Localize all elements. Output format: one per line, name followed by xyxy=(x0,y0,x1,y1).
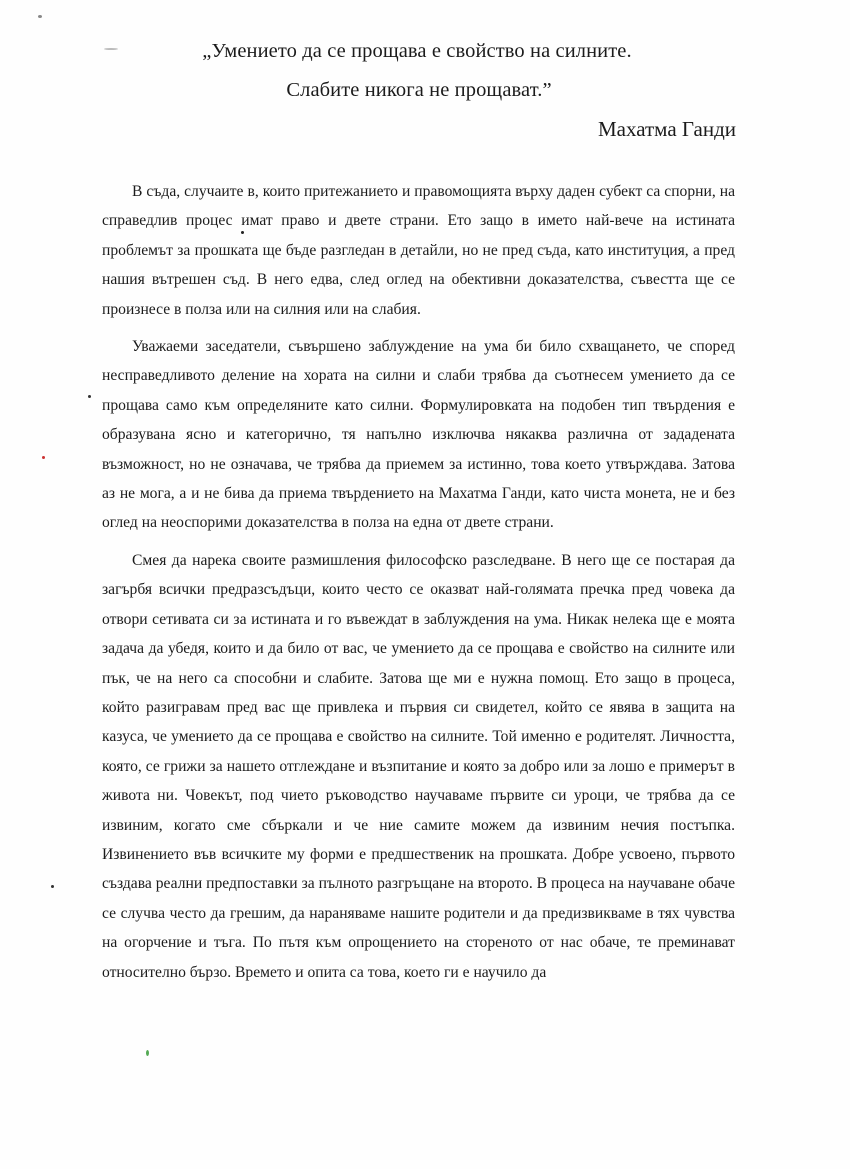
paragraph-3: Смея да нарека своите размишления философско разследване. В него ще се постарая да загърбя всички предразсъдъци, които често се оказват най-голямата пречка пред човека да отвори сетивата си за истината и го въвеждат в заблуждения на ума. Никак нелека ще е моята задача да убедя, които и да било от вас, че умението да се прощава е свойство на силните или пък, че на него са способни и слабите. Затова ще ми е нужна помощ. Ето защо в процеса, който разигравам пред вас ще привлека и първия си свидетел, който се явява в защита на казуса, че умението да се прощава е свойство на силните. Той именно е родителят. Личността, която, се грижи за нашето отглеждане и възпитание и която за добро или за лошо е примерът в живота ни. Човекът, под чието ръководство научаваме първите си уроци, че трябва да се извиним, когато сме сбъркали и че ние самите можем да извиним нечия постъпка. Извинението във всичките му форми е предшественик на прошката. Добре усвоено, първото създава реални предпоставки за пълното разгръщане на второто. В процеса на научаване обаче се случва често да грешим, да нараняваме нашите родители и да предизвикваме в тях чувства на огорчение и тъга. По пътя към опрощението на стореното от нас обаче, те преминават относително бързо. Времето и опита са това, което ги е научило да xyxy=(102,551,735,981)
paragraph-1: В съда, случаите в, които притежанието и правомощията върху даден субект са спорни, на справедлив процес имат право и двете страни. Ето защо в името най-вече на истината проблемът за прошката ще бъде разгледан в детайли, но не пред съда, като институция, а пред нашия вътрешен съд. В него едва, след оглед на обективни доказателства, съвестта ще се произнесе в полза или на силния или на слабия. xyxy=(102,183,735,318)
quote-line-1: „Умението да се прощава е свойство на силните. xyxy=(202,40,632,62)
paragraph-2: Уважаеми заседатели, съвършено заблуждение на ума би било схващането, че според несправедливото деление на хората на силни и слаби трябва да съотнесем умението да се прощава само към определяните като силни. Формулировката на подобен тип твърдения е образувана ясно и категорично, тя напълно изключва някаква различна от зададената възможност, но не означава, че трябва да приемем за истинно, това което утвърждава. Затова аз не мога, а и не бива да приема твърдението на Махатма Ганди, като чиста монета, не и без оглед на неоспорими доказателства в полза на една от двете страни. xyxy=(102,338,735,532)
quote-line-2: Слабите никога не прощават.” xyxy=(286,79,552,101)
scan-speck xyxy=(104,48,118,50)
scan-speck xyxy=(146,1050,149,1056)
quote-author: Махатма Ганди xyxy=(598,117,736,141)
essay-body xyxy=(102,177,735,995)
scan-speck xyxy=(38,15,42,18)
scan-speck xyxy=(42,456,45,459)
scan-speck xyxy=(88,395,91,398)
scan-speck xyxy=(241,231,244,234)
scan-speck xyxy=(51,885,54,888)
